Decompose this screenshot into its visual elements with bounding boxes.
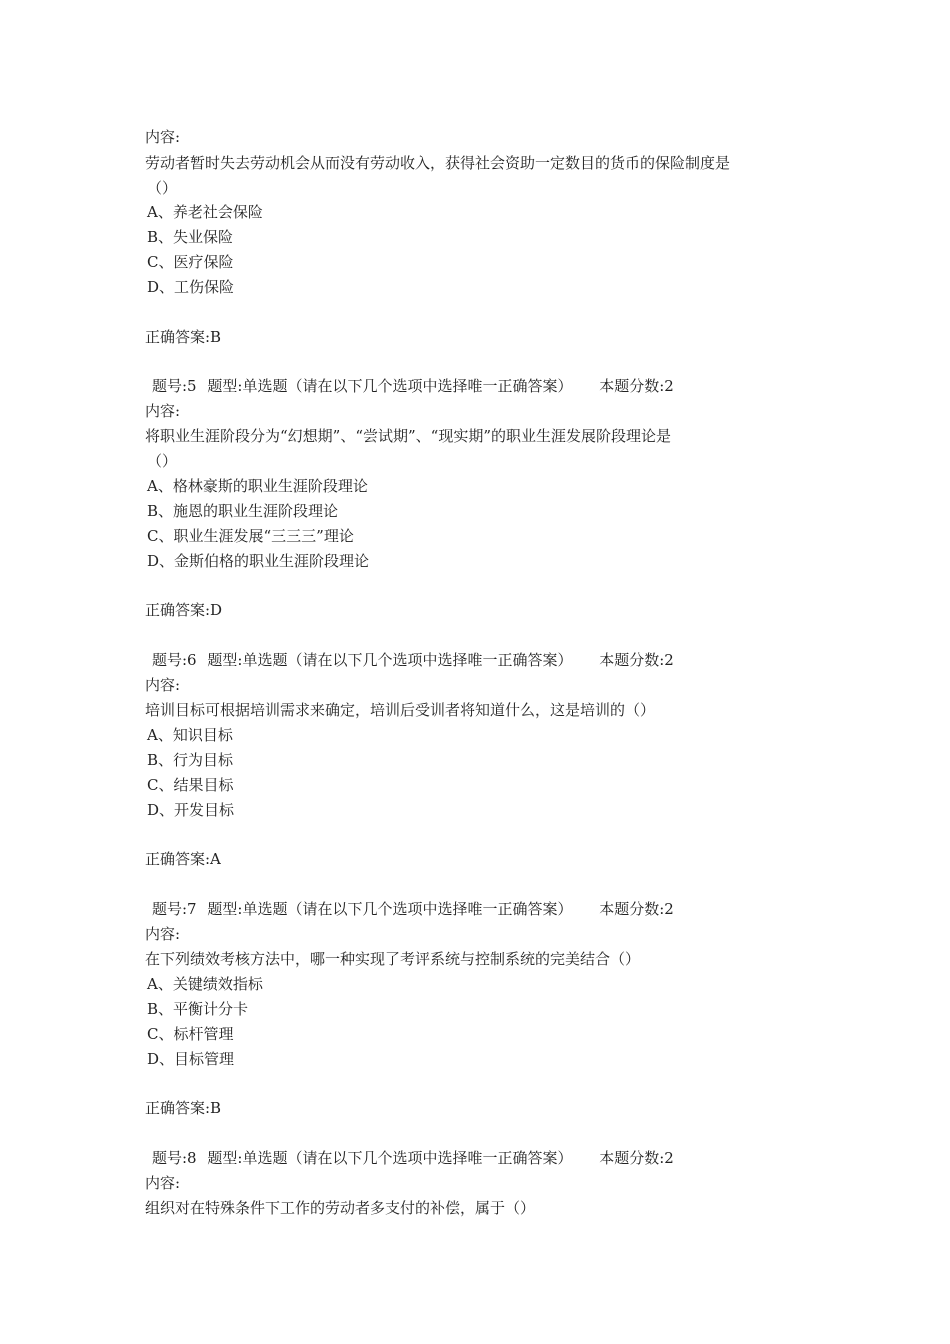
question-number: 题号:6	[152, 651, 197, 669]
option-a: A、知识目标	[147, 726, 233, 744]
correct-answer: 正确答案:B	[145, 1099, 222, 1117]
option-d: D、金斯伯格的职业生涯阶段理论	[147, 552, 370, 570]
question-type: 题型:单选题（请在以下几个选项中选择唯一正确答案）	[207, 900, 573, 918]
question-header	[152, 376, 674, 396]
content-label: 内容:	[145, 128, 181, 146]
option-b: B、行为目标	[147, 751, 234, 769]
question-score: 本题分数:2	[599, 377, 674, 395]
option-d: D、工伤保险	[147, 278, 235, 296]
question-type: 题型:单选题（请在以下几个选项中选择唯一正确答案）	[207, 651, 573, 669]
content-label: 内容:	[145, 1174, 181, 1192]
option-b: B、平衡计分卡	[147, 1000, 249, 1018]
question-type: 题型:单选题（请在以下几个选项中选择唯一正确答案）	[207, 1149, 573, 1167]
question-text-cont: （）	[147, 179, 178, 197]
question-score: 本题分数:2	[599, 900, 674, 918]
option-c: C、标杆管理	[147, 1025, 234, 1043]
correct-answer: 正确答案:B	[145, 328, 222, 346]
question-score: 本题分数:2	[599, 1149, 674, 1167]
content-label: 内容:	[145, 676, 181, 694]
question-header	[152, 650, 674, 670]
option-a: A、格林豪斯的职业生涯阶段理论	[147, 477, 368, 495]
question-text: 将职业生涯阶段分为“幻想期”、“尝试期”、“现实期”的职业生涯发展阶段理论是	[145, 427, 672, 445]
question-text: 培训目标可根据培训需求来确定，培训后受训者将知道什么，这是培训的（）	[145, 701, 656, 719]
question-text: 劳动者暂时失去劳动机会从而没有劳动收入，获得社会资助一定数目的货币的保险制度是	[145, 154, 731, 172]
question-header	[152, 899, 674, 919]
question-number: 题号:8	[152, 1149, 197, 1167]
content-label: 内容:	[145, 402, 181, 420]
question-text: 组织对在特殊条件下工作的劳动者多支付的补偿，属于（）	[145, 1199, 536, 1217]
question-header	[152, 1148, 674, 1168]
question-text: 在下列绩效考核方法中，哪一种实现了考评系统与控制系统的完美结合（）	[145, 950, 641, 968]
content-label: 内容:	[145, 925, 181, 943]
option-c: C、结果目标	[147, 776, 234, 794]
question-number: 题号:5	[152, 377, 197, 395]
option-a: A、关键绩效指标	[147, 975, 263, 993]
question-score: 本题分数:2	[599, 651, 674, 669]
option-c: C、职业生涯发展“三三三”理论	[147, 527, 354, 545]
option-d: D、开发目标	[147, 801, 235, 819]
correct-answer: 正确答案:A	[145, 850, 221, 868]
option-a: A、养老社会保险	[147, 203, 263, 221]
option-b: B、失业保险	[147, 228, 234, 246]
question-text-cont: （）	[147, 452, 178, 470]
option-d: D、目标管理	[147, 1050, 235, 1068]
question-number: 题号:7	[152, 900, 197, 918]
question-type: 题型:单选题（请在以下几个选项中选择唯一正确答案）	[207, 377, 573, 395]
option-c: C、医疗保险	[147, 253, 234, 271]
correct-answer: 正确答案:D	[145, 601, 223, 619]
option-b: B、施恩的职业生涯阶段理论	[147, 502, 339, 520]
